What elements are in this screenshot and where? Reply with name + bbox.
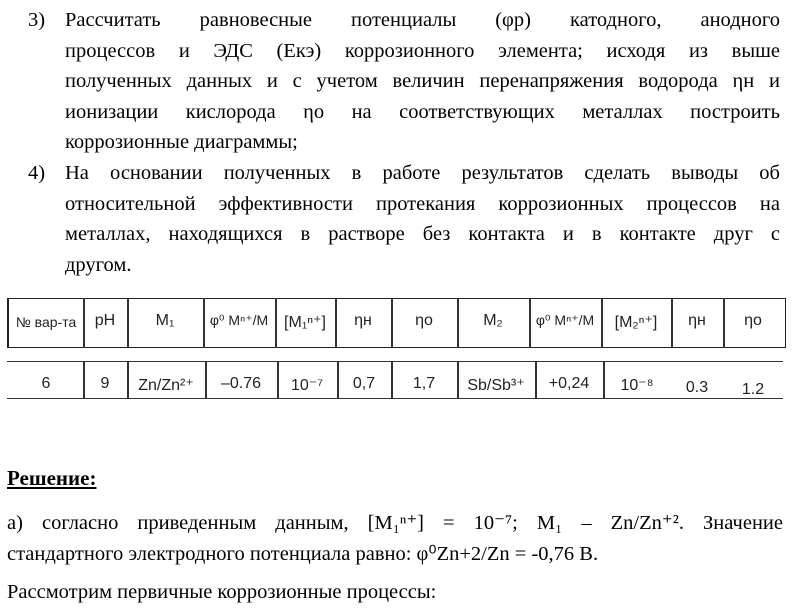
- text-line: Рассчитать равновесные потенциалы (φр) катодного, анодного: [65, 9, 780, 31]
- text-line: стандартного электродного потенциала равно: φ⁰Zn+2/Zn = -0,76 В.: [7, 542, 599, 565]
- header-m1: M₁: [155, 312, 175, 329]
- cell-eta-h-1: 0,7: [352, 375, 376, 392]
- cell-eta-h-2: 0.3: [685, 379, 709, 396]
- list-item-3: [28, 5, 780, 158]
- header-phi0-1: φ⁰ Mⁿ⁺/M: [209, 312, 269, 328]
- text-line: коррозионные диаграммы;: [65, 131, 298, 153]
- header-variant: № вар-та: [15, 314, 77, 330]
- cell-phi0-2: +0,24: [548, 375, 590, 392]
- text-line: металлах, находящихся в растворе без контакта и в контакте друг с: [65, 223, 780, 245]
- cell-variant: 6: [41, 375, 51, 392]
- header-m2: M₂: [483, 312, 503, 329]
- cell-m1: Zn/Zn²⁺: [138, 377, 194, 394]
- text-line: процессов и ЭДС (Екэ) коррозионного элемента; исходя из выше: [65, 39, 780, 62]
- header-eta-h-1: ηн: [354, 312, 372, 329]
- variant-table: [7, 293, 783, 415]
- paragraph-a: [7, 508, 783, 569]
- text-line: На основании полученных в работе результатов сделать выводы об: [65, 162, 780, 184]
- cell-eta-o-1: 1,7: [412, 375, 436, 392]
- header-eta-o-1: ηо: [415, 312, 433, 329]
- header-eta-o-2: ηо: [744, 312, 762, 329]
- list-item-4: [28, 158, 780, 280]
- item-number: 4): [28, 162, 46, 184]
- cell-ph: 9: [100, 375, 110, 392]
- cell-m2: Sb/Sb³⁺: [467, 377, 525, 394]
- cell-conc-m2: 10⁻⁸: [620, 377, 654, 394]
- header-eta-h-2: ηн: [688, 312, 706, 329]
- solution-heading: Решение:: [7, 466, 97, 490]
- text-line: полученных данных и с учетом величин перенапряжения водорода ηн и: [65, 70, 780, 92]
- text-line: Рассмотрим первичные коррозионные процессы:: [7, 581, 437, 603]
- cell-conc-m1: 10⁻⁷: [290, 377, 324, 394]
- text-line: относительной эффективности протекания коррозионных процессов на: [65, 192, 780, 215]
- text-line: другом.: [65, 253, 132, 276]
- cell-phi0-1: –0.76: [220, 375, 262, 392]
- paragraph-b: [7, 577, 783, 608]
- header-conc-m1: [M₁ⁿ⁺]: [284, 314, 326, 331]
- cell-eta-o-2: 1.2: [741, 381, 765, 398]
- item-number: 3): [28, 9, 46, 31]
- header-conc-m2: [M₂ⁿ⁺]: [614, 314, 658, 331]
- text-line: ионизации кислорода ηо на соответствующих металлах построить: [65, 100, 780, 123]
- header-ph: pH: [94, 312, 116, 329]
- text-line: а) согласно приведенным данным, [M₁ⁿ⁺] = 10⁻⁷; M₁ – Zn/Zn⁺². Значение: [7, 512, 783, 534]
- header-phi0-2: φ⁰ Mⁿ⁺/M: [535, 312, 595, 328]
